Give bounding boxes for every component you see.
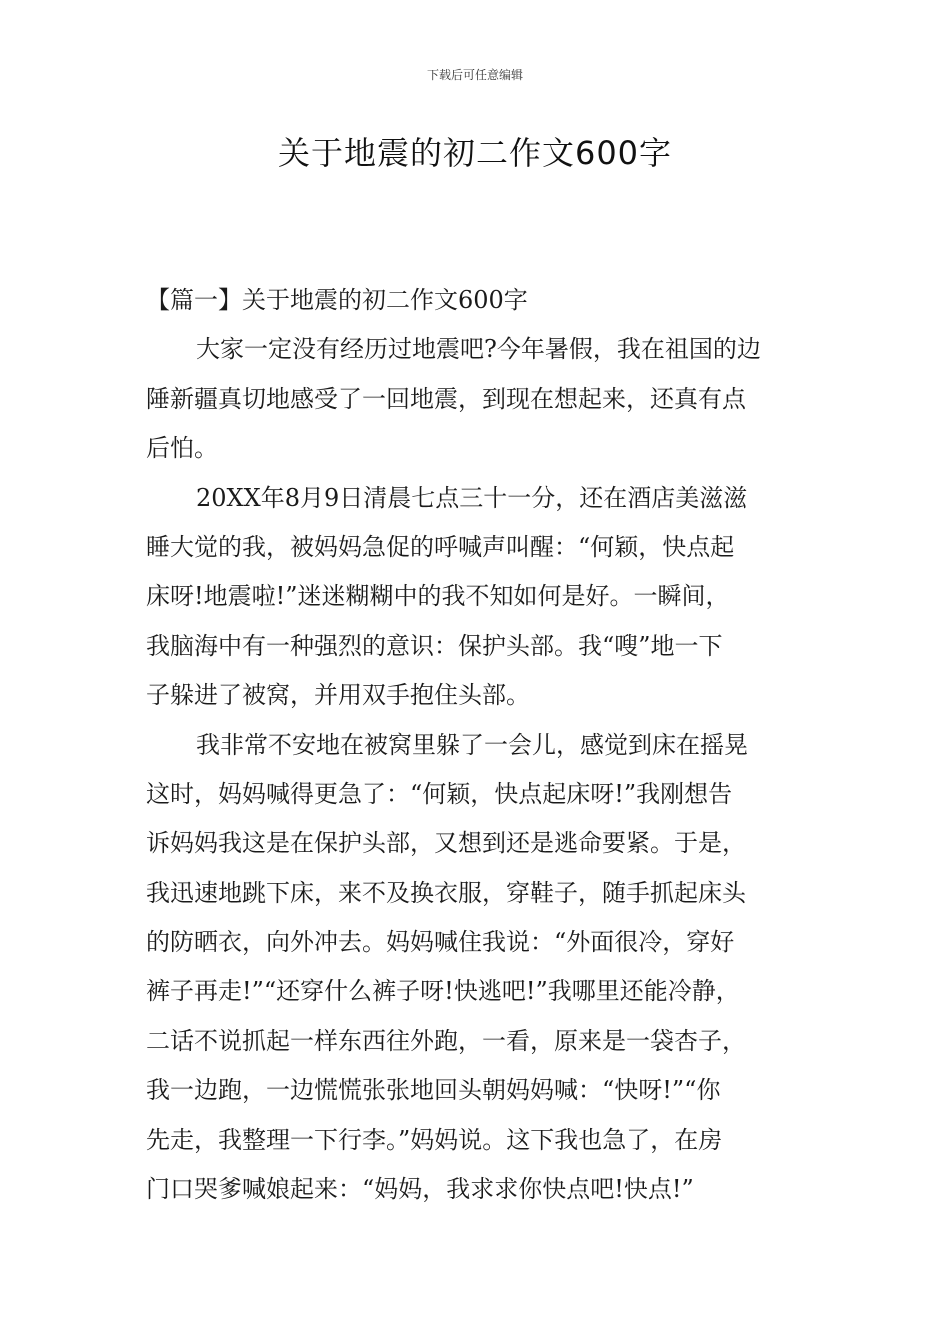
body-line: 大家一定没有经历过地震吧?今年暑假，我在祖国的边	[196, 335, 761, 364]
body-line: 我非常不安地在被窝里躲了一会儿，感觉到床在摇晃	[196, 730, 748, 759]
document-title: 关于地震的初二作文600字	[277, 134, 673, 172]
body-line: 我一边跑，一边慌慌张张地回头朝妈妈喊：“快呀!”“你	[146, 1076, 721, 1105]
body-line: 陲新疆真切地感受了一回地震，到现在想起来，还真有点	[146, 384, 746, 413]
body-line: 的防晒衣，向外冲去。妈妈喊住我说：“外面很冷，穿好	[146, 928, 735, 957]
body-line: 裤子再走!”“还穿什么裤子呀!快逃吧!”我哪里还能冷静，	[146, 977, 740, 1006]
body-line: 我脑海中有一种强烈的意识：保护头部。我“嗖”地一下	[146, 631, 723, 660]
body-line: 先走，我整理一下行李。”妈妈说。这下我也急了，在房	[146, 1125, 723, 1154]
body-line: 【篇一】关于地震的初二作文600字	[146, 286, 528, 314]
body-line: 二话不说抓起一样东西往外跑，一看，原来是一袋杏子，	[146, 1026, 746, 1055]
body-line: 床呀!地震啦!”迷迷糊糊中的我不知如何是好。一瞬间，	[146, 582, 730, 611]
document-body	[146, 276, 826, 1214]
body-line: 后怕。	[146, 434, 218, 463]
body-line: 门口哭爹喊娘起来：“妈妈，我求求你快点吧!快点!”	[146, 1175, 694, 1204]
body-line: 我迅速地跳下床，来不及换衣服，穿鞋子，随手抓起床头	[146, 878, 746, 907]
header-note: 下载后可任意编辑	[426, 68, 523, 82]
body-line: 睡大觉的我，被妈妈急促的呼喊声叫醒：“何颖，快点起	[146, 532, 735, 561]
body-line: 这时，妈妈喊得更急了：“何颖，快点起床呀!”我刚想告	[146, 779, 733, 808]
body-line: 20XX年8月9日清晨七点三十一分，还在酒店美滋滋	[196, 483, 748, 512]
body-line: 诉妈妈我这是在保护头部，又想到还是逃命要紧。于是，	[146, 829, 746, 858]
body-line: 子躲进了被窝，并用双手抱住头部。	[146, 681, 530, 710]
